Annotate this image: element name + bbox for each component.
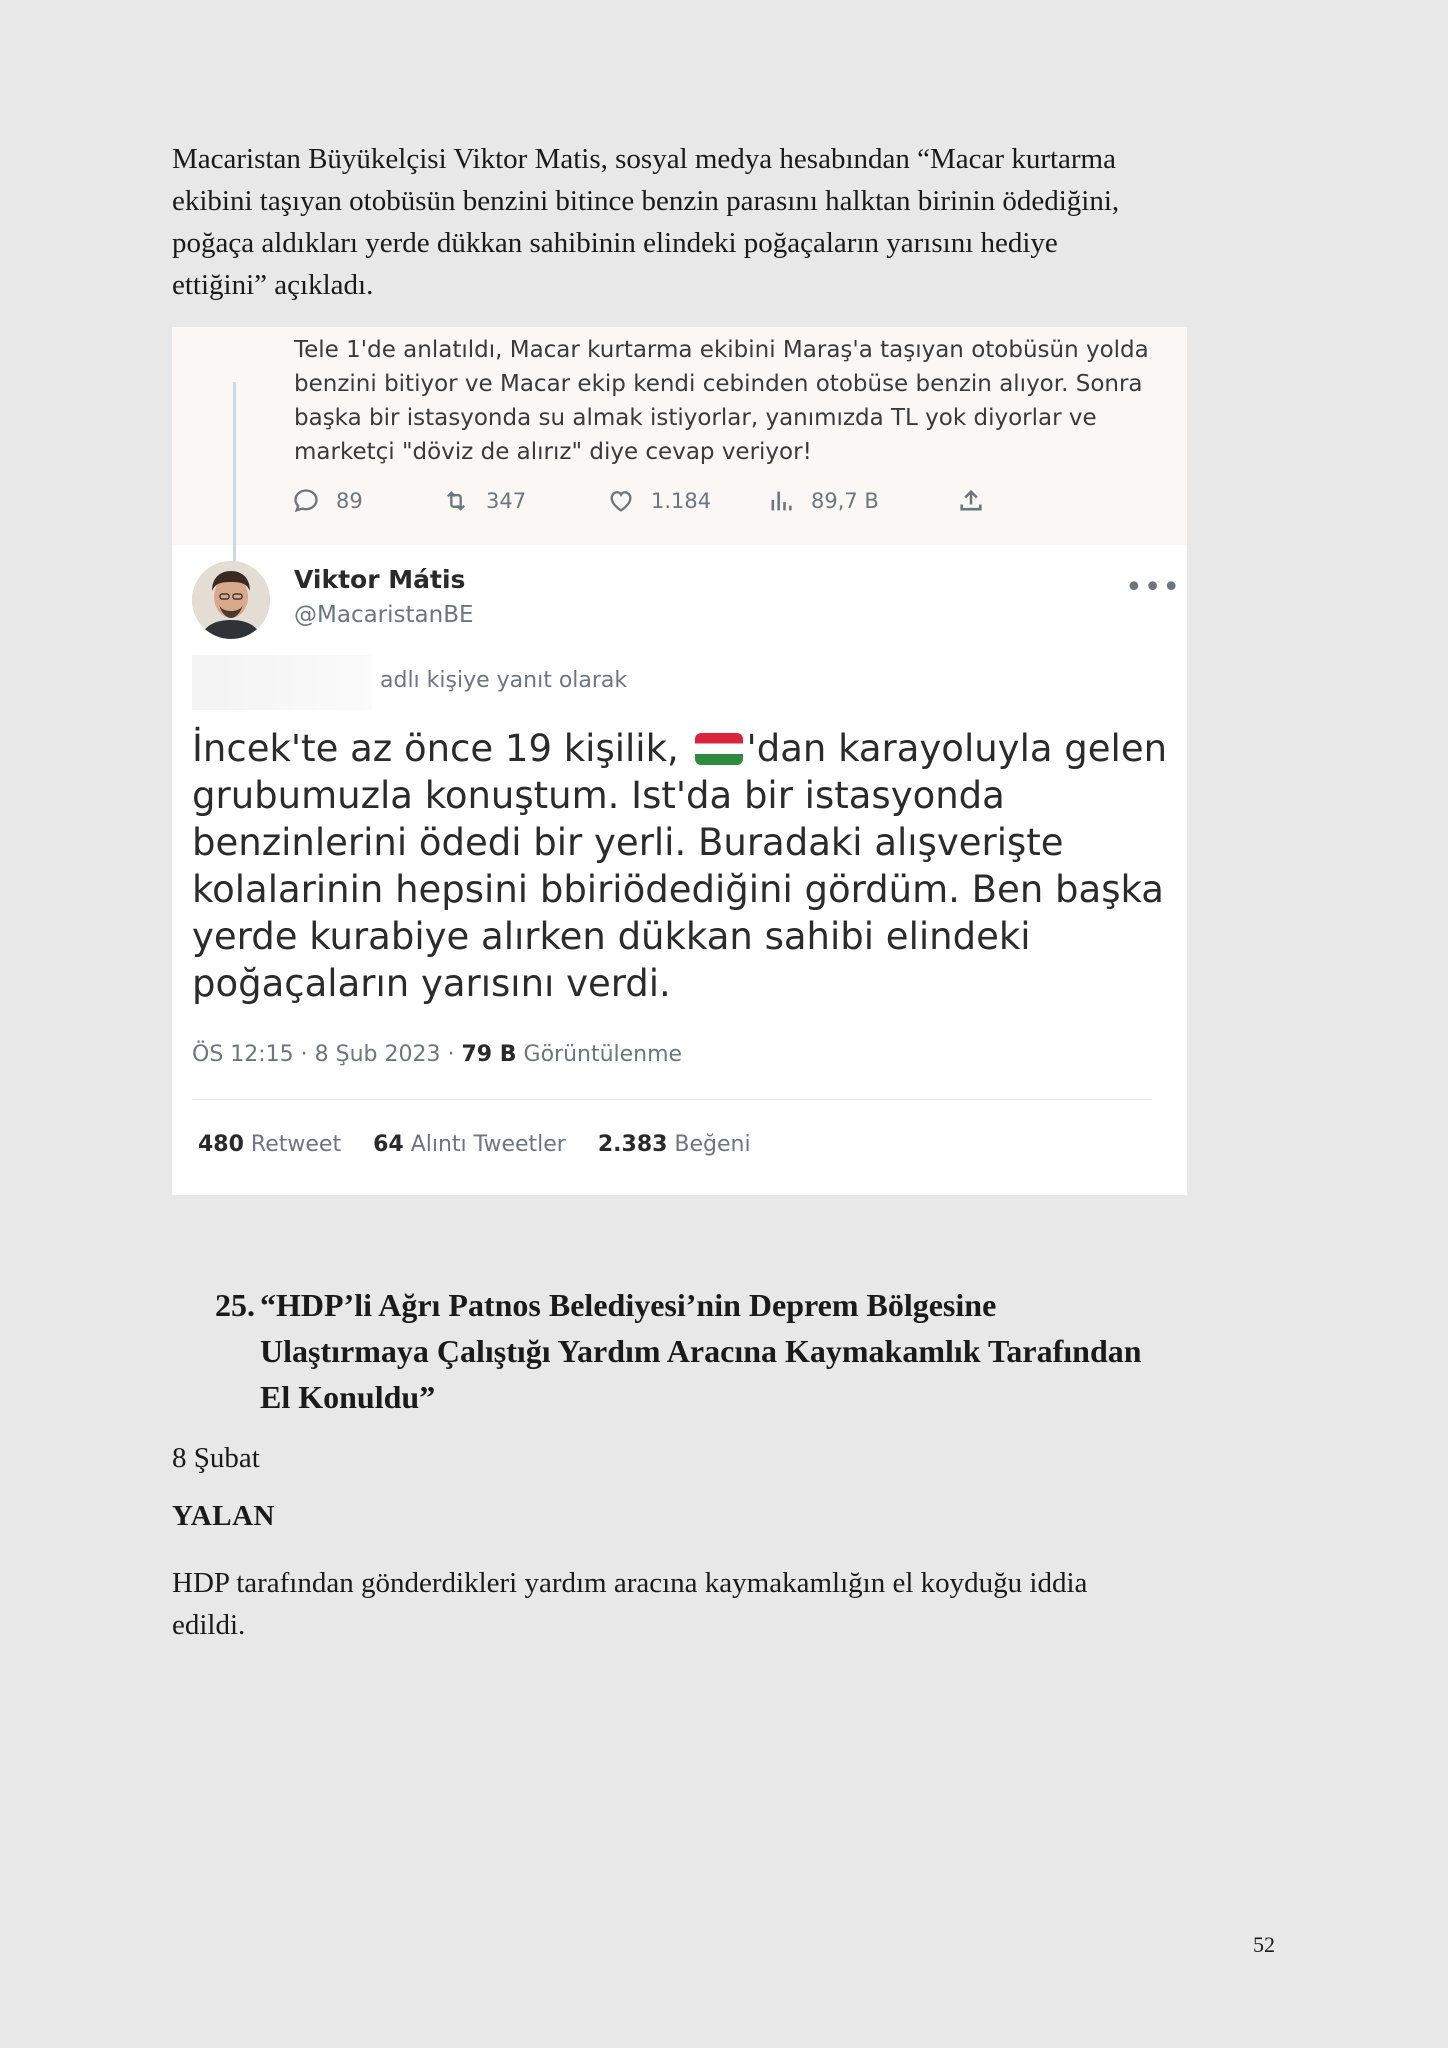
- like-count: 1.184: [651, 489, 712, 513]
- tweet-text-part: İncek'te az önce 19 kişilik,: [192, 727, 691, 770]
- verdict-label: YALAN: [172, 1500, 275, 1532]
- section-body-line: edildi.: [172, 1609, 246, 1641]
- intro-line: ettiğini” açıkladı.: [172, 269, 374, 301]
- likes-stat-label: Beğeni: [667, 1132, 751, 1157]
- retweet-icon: [442, 487, 470, 515]
- quotes-stat-label: Alıntı Tweetler: [403, 1132, 566, 1157]
- section-date: 8 Şubat: [172, 1442, 260, 1474]
- parent-tweet-line: benzini bitiyor ve Macar ekip kendi cebinden otobüse benzin alıyor. Sonra: [294, 371, 1143, 397]
- likes-stat-count: 2.383: [597, 1132, 668, 1157]
- retweets-stat-count: 480: [198, 1132, 244, 1157]
- retweet-count: 347: [486, 489, 527, 513]
- parent-tweet-line: başka bir istasyonda su almak istiyorlar, yanımızda TL yok diyorlar ve: [294, 405, 1097, 431]
- tweet-line: benzinlerini ödedi bir yerli. Buradaki alışverişte: [192, 821, 1064, 864]
- retweets-stat-label: Retweet: [243, 1132, 342, 1157]
- avatar[interactable]: [192, 561, 270, 639]
- section-title: [260, 1282, 1275, 1420]
- views-count: 89,7 B: [811, 489, 879, 513]
- like-button[interactable]: [607, 487, 711, 515]
- retweets-stat[interactable]: [198, 1132, 341, 1157]
- quotes-stat[interactable]: [373, 1132, 566, 1157]
- heart-icon: [607, 487, 635, 515]
- tweet-views-count: 79 B: [461, 1042, 517, 1067]
- parent-tweet-line: Tele 1'de anlatıldı, Macar kurtarma ekibini Maraş'a taşıyan otobüsün yolda: [294, 337, 1149, 363]
- section-title-line: Ulaştırmaya Çalıştığı Yardım Aracına Kaymakamlık Tarafından: [260, 1333, 1142, 1369]
- page-number: 52: [1253, 1932, 1275, 1957]
- parent-tweet: [172, 327, 1187, 545]
- share-button[interactable]: [957, 487, 1001, 515]
- tweet-screenshot: [172, 327, 1187, 1195]
- redacted-username: [192, 655, 372, 710]
- reply-to-label: adlı kişiye yanıt olarak: [380, 668, 628, 693]
- tweet-timestamp[interactable]: ÖS 12:15 · 8 Şub 2023 ·: [192, 1042, 462, 1067]
- tweet-line: grubumuzla konuştum. Ist'da bir istasyonda: [192, 774, 1005, 817]
- intro-paragraph: [172, 138, 1272, 306]
- intro-line: poğaça aldıkları yerde dükkan sahibinin elindeki poğaçaların yarısını hediye: [172, 227, 1058, 259]
- intro-line: Macaristan Büyükelçisi Viktor Matis, sosyal medya hesabından “Macar kurtarma: [172, 143, 1116, 175]
- tweet-meta: [192, 1042, 682, 1067]
- section-body: [172, 1562, 1272, 1646]
- parent-tweet-text: [294, 333, 1174, 469]
- tweet-stats: [198, 1132, 783, 1157]
- tweet-line: yerde kurabiye alırken dükkan sahibi elindeki: [192, 915, 1031, 958]
- tweet-line: [192, 725, 1172, 772]
- parent-tweet-line: marketçi "döviz de alırız" diye cevap veriyor!: [294, 439, 812, 465]
- section-heading: [215, 1282, 1275, 1420]
- author-name[interactable]: Viktor Mátis: [294, 565, 466, 594]
- reply-icon: [292, 487, 320, 515]
- avatar-portrait-icon: [192, 561, 270, 639]
- thread-line: [233, 382, 236, 562]
- section-number: 25.: [215, 1287, 255, 1323]
- likes-stat[interactable]: [598, 1132, 751, 1157]
- divider: [192, 1099, 1152, 1100]
- tweet-actions: [292, 487, 1152, 517]
- intro-line: ekibini taşıyan otobüsün benzini bitince benzin parasını halktan birinin ödediğini,: [172, 185, 1120, 217]
- views-button[interactable]: [767, 487, 879, 515]
- tweet-text-part: 'dan karayoluyla gelen: [746, 727, 1168, 770]
- section-title-line: “HDP’li Ağrı Patnos Belediyesi’nin Deprem Bölgesine: [260, 1287, 997, 1323]
- more-options-icon[interactable]: •••: [1125, 570, 1182, 605]
- bar-chart-icon: [767, 487, 795, 515]
- reply-button[interactable]: [292, 487, 363, 515]
- tweet-line: kolalarinin hepsini bbiriödediğini gördüm. Ben başka: [192, 868, 1164, 911]
- reply-count: 89: [336, 489, 363, 513]
- author-handle[interactable]: @MacaristanBE: [294, 602, 474, 628]
- section-title-line: El Konuldu”: [260, 1379, 436, 1415]
- tweet-line: poğaçaların yarısını verdi.: [192, 962, 671, 1005]
- tweet-text: [192, 725, 1172, 1007]
- retweet-button[interactable]: [442, 487, 526, 515]
- tweet-views-label: Görüntülenme: [516, 1042, 683, 1067]
- quotes-stat-count: 64: [373, 1132, 404, 1157]
- section-body-line: HDP tarafından gönderdikleri yardım aracına kaymakamlığın el koyduğu iddia: [172, 1567, 1088, 1599]
- share-icon: [957, 487, 985, 515]
- hungary-flag-icon: [695, 733, 743, 765]
